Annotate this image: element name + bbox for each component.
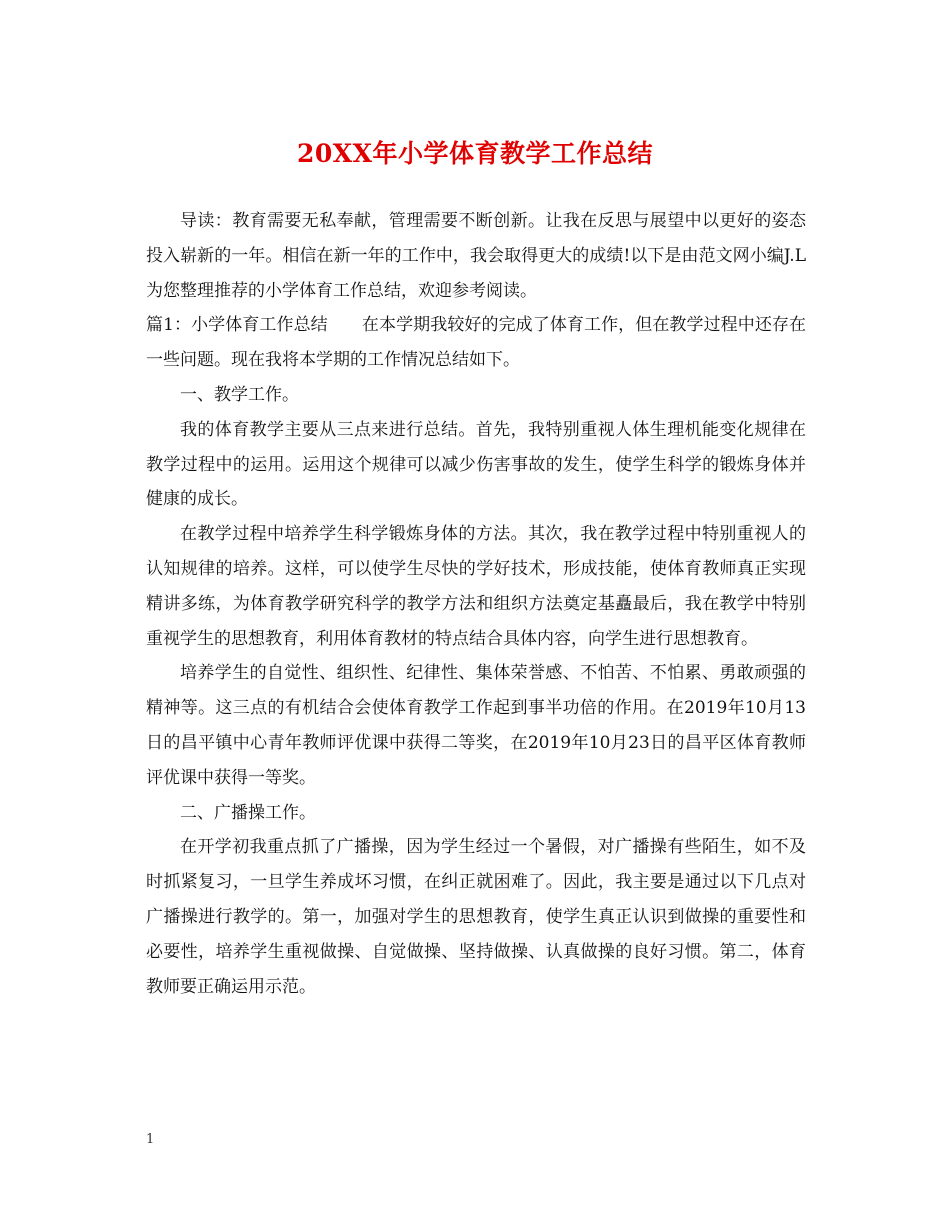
paragraph-intro: 导读：教育需要无私奉献，管理需要不断创新。让我在反思与展望中以更好的姿态投入崭新的一年。相信在新一年的工作中，我会取得更大的成绩!以下是由范文网小编J.L为您整理推荐的小学体育工作总结，欢迎参考阅读。 (146, 211, 806, 301)
paragraph-teaching-methods: 在教学过程中培养学生科学锻炼身体的方法。其次，我在教学过程中特别重视人的认知规律的培养。这样，可以使学生尽快的学好技术，形成技能，使体育教师真正实现精讲多练，为体育教学研究科学的教学方法和组织方法奠定基矗最后，我在教学中特别重视学生的思想教育，利用体育教材的特点结合具体内容，向学生进行思想教育。 (146, 524, 806, 649)
document-title: 20XX年小学体育教学工作总结 (296, 139, 654, 168)
paragraph-teaching-work-heading: 一、教学工作。 (180, 384, 299, 405)
paragraph-teaching-summary: 我的体育教学主要从三点来进行总结。首先，我特别重视人体生理机能变化规律在教学过程中的运用。运用这个规律可以减少伤害事故的发生，使学生科学的锻炼身体并健康的成长。 (146, 419, 806, 510)
paragraph-student-qualities: 培养学生的自觉性、组织性、纪律性、集体荣誉感、不怕苦、不怕累、勇敢顽强的精神等。这三点的有机结合会使体育教学工作起到事半功倍的作用。在2019年10月13日的昌平镇中心青年教师评优课中获得二等奖，在2019年10月23日的昌平区体育教师评优课中获得一等奖。 (146, 663, 806, 788)
page-number: 1 (146, 1132, 155, 1147)
paragraph-section-1-heading: 篇1：小学体育工作总结 在本学期我较好的完成了体育工作，但在教学过程中还存在一些问题。现在我将本学期的工作情况总结如下。 (146, 315, 806, 371)
paragraph-broadcast-exercise-heading: 二、广播操工作。 (180, 802, 316, 823)
paragraph-broadcast-exercise-details: 在开学初我重点抓了广播操，因为学生经过一个暑假，对广播操有些陌生，如不及时抓紧复习，一旦学生养成坏习惯，在纠正就困难了。因此，我主要是通过以下几点对广播操进行教学的。第一，加强对学生的思想教育，使学生真正认识到做操的重要性和必要性，培养学生重视做操、自觉做操、坚持做操、认真做操的良好习惯。第二，体育教师要正确运用示范。 (146, 837, 806, 997)
document-body (146, 204, 806, 1004)
